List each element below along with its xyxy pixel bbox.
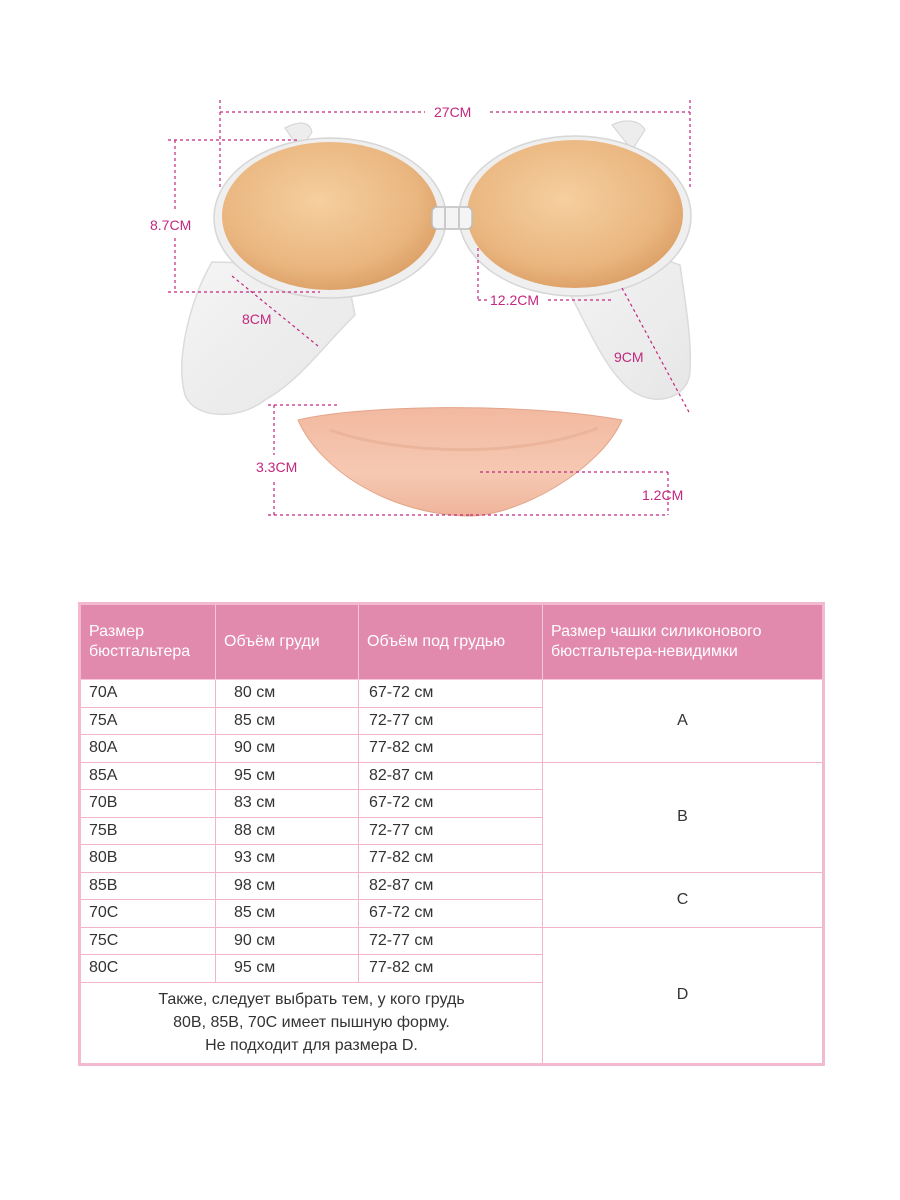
dim-label-1-2cm: 1.2CM (642, 487, 684, 503)
dim-label-8cm: 8CM (242, 311, 272, 327)
cell-bust: 80 см (216, 680, 359, 708)
cell-underbust: 67-72 см (359, 900, 543, 928)
cell-underbust: 67-72 см (359, 680, 543, 708)
cup-cell-a: A (543, 680, 824, 763)
cell-bust: 90 см (216, 735, 359, 763)
cell-bust: 88 см (216, 817, 359, 845)
cell-size: 75C (80, 927, 216, 955)
cup-cell-b: B (543, 762, 824, 872)
cell-bust: 83 см (216, 790, 359, 818)
silicone-pad (298, 408, 622, 516)
size-chart-table (78, 602, 825, 1066)
cell-size: 75A (80, 707, 216, 735)
header-bra-size: Размер бюстгальтера (80, 604, 216, 680)
cell-bust: 85 см (216, 900, 359, 928)
table-header-row (80, 604, 824, 680)
cell-underbust: 82-87 см (359, 872, 543, 900)
cell-underbust: 67-72 см (359, 790, 543, 818)
cell-size: 70B (80, 790, 216, 818)
dim-label-8-7cm: 8.7CM (150, 217, 192, 233)
cell-bust: 93 см (216, 845, 359, 873)
fit-note-line: Также, следует выбрать тем, у кого грудь (158, 991, 465, 1008)
cell-underbust: 72-77 см (359, 927, 543, 955)
dim-label-3-3cm: 3.3CM (256, 459, 298, 475)
left-cup (214, 138, 446, 298)
product-illustration (0, 0, 900, 560)
cell-bust: 98 см (216, 872, 359, 900)
cell-size: 70A (80, 680, 216, 708)
cup-cell-c: C (543, 872, 824, 927)
front-clasp (432, 207, 472, 229)
cell-size: 70C (80, 900, 216, 928)
fit-note-line: 80B, 85B, 70C имеет пышную форму. (173, 1014, 450, 1031)
cell-underbust: 77-82 см (359, 955, 543, 983)
cup-cell-d: D (543, 927, 824, 1064)
cell-size: 85A (80, 762, 216, 790)
cell-size: 80C (80, 955, 216, 983)
fit-note-line: Не подходит для размера D. (205, 1037, 418, 1054)
cell-bust: 90 см (216, 927, 359, 955)
table-row (80, 872, 824, 900)
header-bust: Объём груди (216, 604, 359, 680)
cell-size: 80A (80, 735, 216, 763)
dim-label-9cm: 9CM (614, 349, 644, 365)
cell-bust: 85 см (216, 707, 359, 735)
cell-size: 80B (80, 845, 216, 873)
right-cup (459, 136, 691, 296)
cell-size: 75B (80, 817, 216, 845)
cell-underbust: 82-87 см (359, 762, 543, 790)
cell-bust: 95 см (216, 955, 359, 983)
dim-label-27cm: 27CM (434, 104, 472, 120)
cell-size: 85B (80, 872, 216, 900)
cell-underbust: 77-82 см (359, 735, 543, 763)
header-cup-size: Размер чашки силиконового бюстгальтера-невидимки (543, 604, 824, 680)
header-underbust: Объём под грудью (359, 604, 543, 680)
table-row (80, 680, 824, 708)
table-row (80, 927, 824, 955)
cell-underbust: 77-82 см (359, 845, 543, 873)
fit-note (80, 982, 543, 1064)
dim-label-12-2cm: 12.2CM (490, 292, 540, 308)
cell-underbust: 72-77 см (359, 707, 543, 735)
cell-bust: 95 см (216, 762, 359, 790)
table-row (80, 762, 824, 790)
cell-underbust: 72-77 см (359, 817, 543, 845)
